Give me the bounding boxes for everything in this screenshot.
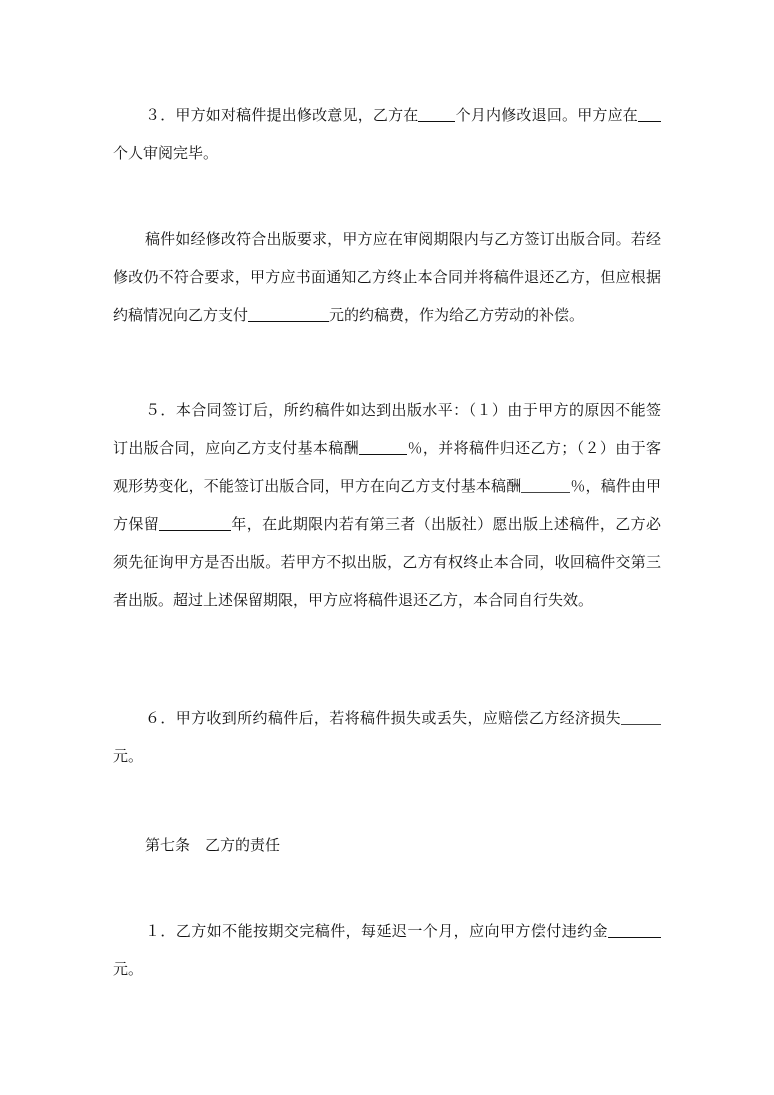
loss-compensation-blank[interactable]: [621, 706, 661, 725]
clause-7-1-paragraph: １．乙方如不能按期交完稿件，每延迟一个月，应向甲方偿付违约金元。: [113, 912, 661, 988]
article-7-heading: 第七条 乙方的责任: [145, 836, 281, 854]
months-blank[interactable]: [418, 103, 455, 122]
royalty-percent-blank-1[interactable]: [359, 436, 407, 455]
fee-amount-blank[interactable]: [248, 303, 329, 322]
review-period-blank[interactable]: [638, 103, 661, 122]
clause-6-paragraph: ６．甲方收到所约稿件后，若将稿件损失或丢失，应赔偿乙方经济损失元。: [113, 699, 661, 775]
clause-3-paragraph: ３．甲方如对稿件提出修改意见，乙方在 个月内修改退回。甲方应在个人审阅完毕。: [113, 96, 661, 172]
royalty-percent-blank-2[interactable]: [521, 474, 570, 493]
revision-paragraph: 稿件如经修改符合出版要求，甲方应在审阅期限内与乙方签订出版合同。若经修改仍不符合要求，甲方应书面通知乙方终止本合同并将稿件退还乙方，但应根据约稿情况向乙方支付 元的约稿费，作为给乙方劳动的补偿。: [113, 230, 661, 324]
penalty-amount-blank[interactable]: [608, 919, 661, 938]
retention-years-blank[interactable]: [159, 512, 231, 531]
clause-5-paragraph: ５．本合同签订后，所约稿件如达到出版水平：（１）由于甲方的原因不能签订出版合同，应向乙方支付基本稿酬 ％，并将稿件归还乙方；（２）由于客观形势变化，不能签订出版合同，甲方在向乙方支付基本稿酬 ％，稿件由甲方保留 年，在此期限内若有第三者（出版社）愿出版上述稿件，乙方必须先征询甲方是否出版。若甲方不拟出版，乙方有权终止本合同，收回稿件交第三者出版。超过上述保留期限，甲方应将稿件退还乙方，本合同自行失效。: [113, 401, 661, 609]
